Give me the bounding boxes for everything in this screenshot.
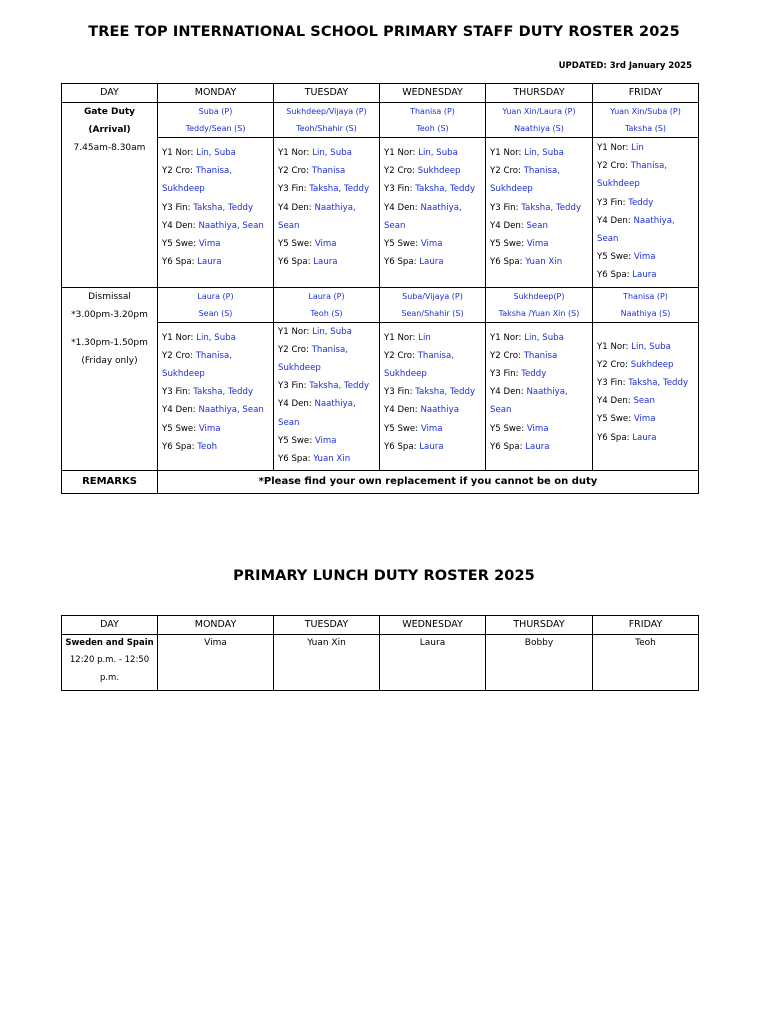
- class-label: Y5 Swe:: [597, 414, 634, 425]
- dismissal-pic-primary: Suba/Vijaya (P): [402, 291, 463, 301]
- assignment-line: [384, 253, 485, 271]
- assignment-line: [278, 432, 379, 450]
- gate-pic-cell: [486, 103, 593, 138]
- gate-time: 7.45am-8.30am: [73, 143, 146, 153]
- header-monday: MONDAY: [158, 84, 274, 103]
- staff-names: Sean: [278, 220, 300, 231]
- gate-pic-row: [62, 103, 699, 138]
- staff-names: Laura: [419, 257, 444, 268]
- remarks-text: *Please find your own replacement if you cannot be on duty: [158, 471, 699, 494]
- header-day: DAY: [62, 84, 158, 103]
- dismissal-label-cell: [62, 287, 158, 471]
- lunch-time: 12:20 p.m. - 12:50: [69, 655, 150, 665]
- assignment-line: [597, 429, 698, 447]
- staff-names: Taksha, Teddy: [309, 381, 370, 392]
- class-label: Y5 Swe:: [384, 423, 421, 434]
- class-label: Y5 Swe:: [278, 239, 315, 250]
- assignment-line: [490, 180, 592, 198]
- assignment-line: [278, 323, 379, 341]
- dismissal-assign-cell: [380, 322, 486, 471]
- staff-names: Lin, Suba: [312, 148, 352, 158]
- staff-names: Thanisa: [523, 350, 558, 361]
- class-label: Y3 Fin:: [597, 197, 629, 208]
- assignment-line: [278, 253, 379, 271]
- remarks-row: [62, 471, 699, 494]
- assignment-line: [162, 217, 273, 235]
- staff-names: Sukhdeep: [630, 359, 674, 370]
- assignment-line: [597, 230, 698, 248]
- class-label: Y2 Cro:: [384, 166, 418, 177]
- staff-names: Taksha, Teddy: [193, 202, 254, 213]
- header-friday: FRIDAY: [593, 84, 699, 103]
- dismissal-pic-primary: Laura (P): [197, 291, 234, 301]
- class-label: Y4 Den:: [597, 215, 634, 226]
- staff-names: Laura: [632, 432, 657, 443]
- dismissal-pic-primary: Laura (P): [308, 291, 345, 301]
- roster-title: TREE TOP INTERNATIONAL SCHOOL PRIMARY STAFF DUTY ROSTER 2025: [88, 24, 680, 40]
- class-label: Y5 Swe:: [597, 252, 634, 263]
- class-label: Y5 Swe:: [162, 423, 199, 434]
- staff-names: Naathiya,: [420, 202, 462, 213]
- assignment-line: [384, 365, 485, 383]
- staff-names: Laura: [632, 270, 657, 281]
- class-label: Y5 Swe:: [278, 435, 315, 446]
- assignment-line: [384, 347, 485, 365]
- staff-names: Thanisa,: [195, 350, 232, 361]
- class-label: Y4 Den:: [162, 220, 199, 231]
- staff-names: Vima: [420, 239, 443, 250]
- dismissal-pic-cell: [486, 287, 593, 322]
- assignment-line: [490, 329, 592, 347]
- dismissal-pic-cell: [593, 287, 699, 322]
- class-label: Y1 Nor:: [490, 332, 525, 343]
- gate-pic-primary: Thanisa (P): [410, 107, 455, 116]
- dismissal-time-friday: *1.30pm-1.50pm: [71, 337, 148, 348]
- class-label: Y3 Fin:: [162, 387, 194, 398]
- class-label: Y6 Spa:: [490, 441, 526, 452]
- assignment-line: [162, 235, 273, 253]
- staff-names: Sukhdeep: [162, 184, 205, 195]
- staff-names: Vima: [526, 423, 549, 434]
- gate-assign-cell: [274, 138, 380, 288]
- assignment-line: [162, 199, 273, 217]
- staff-names: Sean: [597, 234, 619, 245]
- dismissal-pic-secondary: Sean/Shahir (S): [401, 308, 464, 318]
- class-label: Y5 Swe:: [490, 423, 527, 434]
- assignment-line: [490, 383, 592, 401]
- assignment-line: [384, 420, 485, 438]
- class-label: Y2 Cro:: [490, 350, 524, 361]
- assignment-line: [162, 420, 273, 438]
- lunch-roster-table: [61, 615, 699, 691]
- dismissal-friday-note: (Friday only): [81, 355, 138, 366]
- assignment-line: [384, 199, 485, 217]
- staff-names: Sukhdeep: [490, 184, 533, 195]
- dismissal-pic-cell: [380, 287, 486, 322]
- staff-names: Taksha, Teddy: [521, 202, 582, 213]
- staff-names: Lin, Suba: [418, 148, 458, 158]
- class-label: Y6 Spa:: [384, 257, 420, 268]
- assignment-line: [162, 180, 273, 198]
- class-label: Y1 Nor:: [384, 148, 419, 158]
- staff-names: Teddy: [628, 197, 654, 208]
- staff-names: Sean: [633, 396, 655, 407]
- assignment-line: [597, 194, 698, 212]
- staff-names: Laura: [313, 257, 338, 268]
- class-label: Y2 Cro:: [597, 359, 631, 370]
- lunch-time-end: p.m.: [99, 673, 120, 683]
- staff-names: Lin, Suba: [524, 332, 564, 343]
- assignment-line: [162, 438, 273, 456]
- class-label: Y1 Nor:: [162, 332, 197, 343]
- assignment-line: [597, 356, 698, 374]
- assignment-line: [597, 248, 698, 266]
- assignment-line: [384, 383, 485, 401]
- assignment-line: [490, 347, 592, 365]
- gate-assign-cell: [380, 138, 486, 288]
- staff-names: Vima: [526, 239, 549, 250]
- lunch-wednesday: Laura: [380, 635, 486, 691]
- class-label: Y2 Cro:: [162, 166, 196, 177]
- assignment-line: [597, 212, 698, 230]
- class-label: Y5 Swe:: [490, 239, 527, 250]
- assignment-line: [278, 217, 379, 235]
- lunch-thursday: Bobby: [486, 635, 593, 691]
- dismissal-assign-cell: [486, 322, 593, 471]
- staff-names: Sean: [278, 417, 300, 428]
- assignment-line: [490, 401, 592, 419]
- header-wednesday: WEDNESDAY: [380, 84, 486, 103]
- assignment-line: [162, 144, 273, 162]
- staff-names: Taksha, Teddy: [415, 387, 476, 398]
- lunch-header-tuesday: TUESDAY: [274, 616, 380, 635]
- gate-pic-secondary: Naathiya (S): [514, 124, 564, 133]
- staff-names: Sukhdeep: [384, 369, 427, 380]
- class-label: Y4 Den:: [278, 202, 315, 213]
- staff-names: Yuan Xin: [313, 454, 351, 465]
- lunch-header-day: DAY: [62, 616, 158, 635]
- assignment-line: [278, 162, 379, 180]
- assignment-line: [597, 139, 698, 157]
- assignment-line: [278, 395, 379, 413]
- class-label: Y2 Cro:: [278, 344, 312, 355]
- staff-names: Thanisa,: [417, 350, 454, 361]
- staff-names: Thanisa,: [630, 161, 667, 172]
- class-label: Y4 Den:: [162, 405, 199, 416]
- lunch-header-monday: MONDAY: [158, 616, 274, 635]
- dismissal-pic-row: [62, 287, 699, 322]
- dismissal-pic-secondary: Taksha /Yuan Xin (S): [498, 308, 580, 318]
- gate-label: Gate Duty (Arrival): [83, 107, 136, 135]
- class-label: Y4 Den:: [384, 405, 421, 416]
- dismissal-assign-cell: [593, 322, 699, 471]
- dismissal-assign-cell: [158, 322, 274, 471]
- assignment-line: [597, 392, 698, 410]
- assignment-line: [490, 144, 592, 162]
- gate-pic-secondary: Teoh (S): [416, 124, 449, 133]
- dismissal-time: *3.00pm-3.20pm: [71, 309, 148, 320]
- class-label: Y6 Spa:: [597, 432, 633, 443]
- staff-names: Thanisa,: [523, 166, 560, 177]
- assignment-line: [162, 383, 273, 401]
- staff-names: Vima: [314, 239, 337, 250]
- lunch-monday: Vima: [158, 635, 274, 691]
- class-label: Y1 Nor:: [278, 148, 313, 158]
- gate-pic-secondary: Teoh/Shahir (S): [296, 124, 357, 133]
- assignment-line: [162, 253, 273, 271]
- assignment-line: [278, 199, 379, 217]
- class-label: Y3 Fin:: [490, 202, 522, 213]
- assignment-line: [384, 329, 485, 347]
- class-label: Y6 Spa:: [597, 270, 633, 281]
- class-label: Y6 Spa:: [490, 257, 526, 268]
- assignment-line: [162, 401, 273, 419]
- assignment-line: [278, 450, 379, 468]
- staff-names: Naathiya,: [526, 387, 568, 398]
- gate-pic-secondary: Taksha (S): [624, 124, 667, 133]
- assignment-line: [490, 420, 592, 438]
- staff-names: Teddy: [521, 369, 547, 380]
- header-tuesday: TUESDAY: [274, 84, 380, 103]
- staff-names: Thanisa: [311, 166, 346, 177]
- class-label: Y2 Cro:: [597, 161, 631, 172]
- staff-names: Lin: [418, 332, 431, 343]
- staff-names: Yuan Xin: [525, 257, 563, 268]
- class-label: Y4 Den:: [278, 399, 315, 410]
- staff-names: Laura: [419, 441, 444, 452]
- staff-names: Naathiya, Sean: [198, 220, 264, 231]
- dismissal-pic-secondary: Teoh (S): [310, 308, 343, 318]
- assignment-line: [597, 157, 698, 175]
- assignment-line: [384, 401, 485, 419]
- assignment-line: [162, 365, 273, 383]
- class-label: Y6 Spa:: [278, 454, 314, 465]
- assignment-line: [597, 338, 698, 356]
- staff-names: Sukhdeep: [278, 363, 321, 374]
- staff-names: Sean: [490, 405, 512, 416]
- assignment-line: [597, 175, 698, 193]
- dismissal-pic-cell: [158, 287, 274, 322]
- class-label: Y1 Nor:: [278, 326, 313, 337]
- assignment-line: [490, 217, 592, 235]
- dismissal-pic-secondary: Sean (S): [198, 308, 233, 318]
- lunch-friday: Teoh: [593, 635, 699, 691]
- assignment-line: [384, 235, 485, 253]
- class-label: Y1 Nor:: [597, 341, 632, 352]
- staff-names: Naathiya,: [633, 215, 675, 226]
- assignment-line: [278, 341, 379, 359]
- gate-pic-cell: [158, 103, 274, 138]
- staff-names: Sukhdeep: [162, 369, 205, 380]
- lunch-header-wednesday: WEDNESDAY: [380, 616, 486, 635]
- staff-names: Thanisa,: [311, 344, 348, 355]
- class-label: Y3 Fin:: [490, 369, 522, 380]
- staff-names: Vima: [314, 435, 337, 446]
- lunch-label-cell: [62, 635, 158, 691]
- gate-pic-cell: [593, 103, 699, 138]
- lunch-row: [62, 635, 699, 691]
- assignment-line: [384, 162, 485, 180]
- staff-names: Sean: [526, 220, 548, 231]
- assignment-line: [490, 365, 592, 383]
- gate-pic-primary: Yuan Xin/Suba (P): [610, 107, 681, 116]
- gate-pic-secondary: Teddy/Sean (S): [185, 124, 246, 133]
- lunch-header-row: [62, 616, 699, 635]
- dismissal-pic-cell: [274, 287, 380, 322]
- staff-names: Lin, Suba: [312, 326, 352, 337]
- updated-date: UPDATED: 3rd January 2025: [558, 61, 692, 71]
- lunch-tuesday: Yuan Xin: [274, 635, 380, 691]
- assignment-line: [597, 410, 698, 428]
- class-label: Y2 Cro:: [490, 166, 524, 177]
- staff-names: Lin, Suba: [631, 341, 671, 352]
- class-label: Y4 Den:: [384, 202, 421, 213]
- staff-names: Taksha, Teddy: [309, 184, 370, 195]
- lunch-roster-title: PRIMARY LUNCH DUTY ROSTER 2025: [233, 568, 535, 584]
- gate-assign-cell: [593, 138, 699, 288]
- assignment-line: [162, 329, 273, 347]
- class-label: Y2 Cro:: [162, 350, 196, 361]
- assignment-line: [162, 162, 273, 180]
- class-label: Y2 Cro:: [278, 166, 312, 177]
- class-label: Y3 Fin:: [278, 184, 310, 195]
- dismissal-pic-primary: Sukhdeep(P): [513, 291, 565, 301]
- gate-assign-cell: [486, 138, 593, 288]
- gate-assign-cell: [158, 138, 274, 288]
- class-label: Y3 Fin:: [278, 381, 310, 392]
- staff-names: Taksha, Teddy: [193, 387, 254, 398]
- class-label: Y5 Swe:: [162, 239, 199, 250]
- remarks-label: REMARKS: [62, 471, 158, 494]
- class-label: Y6 Spa:: [162, 441, 198, 452]
- assignment-line: [384, 180, 485, 198]
- duty-header-row: [62, 84, 699, 103]
- staff-names: Lin, Suba: [196, 332, 236, 343]
- lunch-header-friday: FRIDAY: [593, 616, 699, 635]
- class-label: Y4 Den:: [490, 387, 527, 398]
- class-label: Y3 Fin:: [597, 378, 629, 389]
- gate-assign-row: [62, 138, 699, 288]
- assignment-line: [490, 253, 592, 271]
- class-label: Y6 Spa:: [384, 441, 420, 452]
- dismissal-label: Dismissal: [88, 291, 131, 302]
- dismissal-pic-secondary: Naathiya (S): [620, 308, 671, 318]
- header-thursday: THURSDAY: [486, 84, 593, 103]
- assignment-line: [278, 144, 379, 162]
- assignment-line: [597, 266, 698, 284]
- assignment-line: [597, 374, 698, 392]
- staff-names: Sean: [384, 220, 406, 231]
- class-label: Y5 Swe:: [384, 239, 421, 250]
- assignment-line: [278, 377, 379, 395]
- class-label: Y4 Den:: [597, 396, 634, 407]
- gate-pic-primary: Yuan Xin/Laura (P): [502, 107, 576, 116]
- assignment-line: [162, 347, 273, 365]
- assignment-line: [278, 414, 379, 432]
- staff-names: Naathiya,: [314, 399, 356, 410]
- class-label: Y6 Spa:: [162, 257, 198, 268]
- assignment-line: [490, 199, 592, 217]
- staff-names: Sukhdeep: [597, 179, 640, 190]
- assignment-line: [384, 144, 485, 162]
- staff-names: Taksha, Teddy: [415, 184, 476, 195]
- class-label: Y3 Fin:: [162, 202, 194, 213]
- gate-pic-primary: Sukhdeep/Vijaya (P): [286, 107, 367, 116]
- staff-names: Vima: [633, 414, 656, 425]
- dismissal-assign-cell: [274, 322, 380, 471]
- staff-names: Laura: [197, 257, 222, 268]
- assignment-line: [490, 162, 592, 180]
- class-label: Y1 Nor:: [597, 143, 632, 153]
- class-label: Y3 Fin:: [384, 387, 416, 398]
- staff-names: Lin, Suba: [524, 148, 564, 158]
- assignment-line: [278, 235, 379, 253]
- assignment-line: [278, 180, 379, 198]
- duty-roster-table: [61, 83, 699, 494]
- staff-names: Laura: [525, 441, 550, 452]
- staff-names: Vima: [633, 252, 656, 263]
- assignment-line: [490, 438, 592, 456]
- class-label: Y1 Nor:: [384, 332, 419, 343]
- lunch-header-thursday: THURSDAY: [486, 616, 593, 635]
- class-label: Y1 Nor:: [490, 148, 525, 158]
- gate-label-cell: [62, 103, 158, 288]
- staff-names: Sukhdeep: [417, 166, 461, 177]
- class-label: Y1 Nor:: [162, 148, 197, 158]
- dismissal-assign-row: [62, 322, 699, 471]
- staff-names: Vima: [420, 423, 443, 434]
- staff-names: Lin, Suba: [196, 148, 236, 158]
- staff-names: Teoh: [197, 441, 218, 452]
- gate-pic-cell: [274, 103, 380, 138]
- staff-names: Lin: [631, 143, 644, 153]
- assignment-line: [278, 359, 379, 377]
- assignment-line: [384, 217, 485, 235]
- class-label: Y2 Cro:: [384, 350, 418, 361]
- assignment-line: [490, 235, 592, 253]
- class-label: Y3 Fin:: [384, 184, 416, 195]
- staff-names: Thanisa,: [195, 166, 232, 177]
- class-label: Y6 Spa:: [278, 257, 314, 268]
- gate-pic-primary: Suba (P): [198, 107, 233, 116]
- class-label: Y4 Den:: [490, 220, 527, 231]
- assignment-line: [384, 438, 485, 456]
- staff-names: Vima: [198, 423, 221, 434]
- dismissal-pic-primary: Thanisa (P): [623, 291, 668, 301]
- lunch-label: Sweden and Spain: [65, 638, 154, 648]
- staff-names: Taksha, Teddy: [628, 378, 689, 389]
- staff-names: Naathiya, Sean: [198, 405, 264, 416]
- staff-names: Naathiya: [420, 405, 459, 416]
- staff-names: Naathiya,: [314, 202, 356, 213]
- gate-pic-cell: [380, 103, 486, 138]
- staff-names: Vima: [198, 239, 221, 250]
